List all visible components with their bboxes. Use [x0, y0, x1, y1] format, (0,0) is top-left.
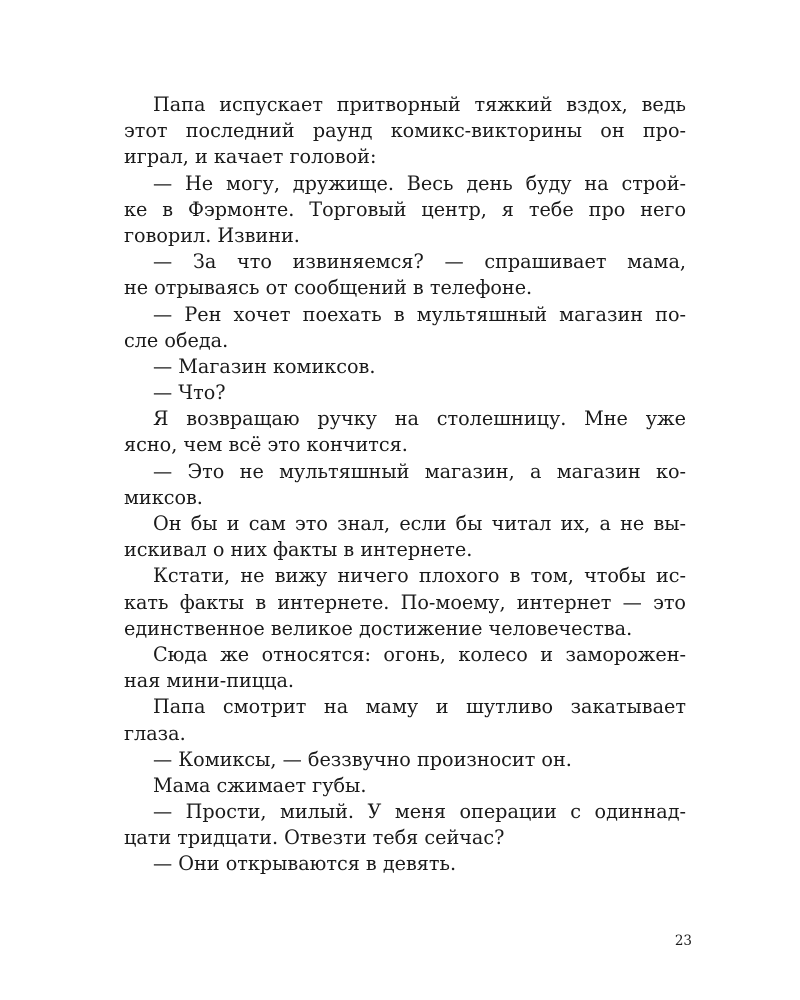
- text-line: — Это не мультяшный магазин, а магазин ко-: [153, 459, 686, 483]
- text-line: искивал о них факты в интернете.: [124, 538, 473, 562]
- text-line: Я возвращаю ручку на столешницу. Мне уже: [153, 407, 686, 431]
- text-line: — Что?: [153, 381, 226, 405]
- text-line: Он бы и сам это знал, если бы читал их, а не вы-: [153, 512, 686, 535]
- text-line: сле обеда.: [124, 328, 229, 352]
- text-line: глаза.: [124, 721, 186, 745]
- text-line: этот последний раунд комикс-викторины он про-: [124, 119, 686, 143]
- text-line: цати тридцати. Отвезти тебя сейчас?: [124, 826, 505, 850]
- body-text: [124, 92, 686, 878]
- page-number: 23: [674, 933, 692, 949]
- text-line: Мама сжимает губы.: [153, 773, 367, 797]
- text-line: — Рен хочет поехать в мультяшный магазин по-: [153, 302, 686, 326]
- text-line: ясно, чем всё это кончится.: [124, 433, 408, 457]
- text-line: — За что извиняемся? — спрашивает мама,: [153, 250, 686, 274]
- text-line: Папа смотрит на маму и шутливо закатывает: [153, 695, 686, 719]
- text-line: не отрываясь от сообщений в телефоне.: [124, 276, 533, 300]
- text-line: кать факты в интернете. По-моему, интернет — это: [124, 590, 686, 614]
- text-line: — Прости, милый. У меня операции с одиннад-: [153, 800, 686, 824]
- text-line: Сюда же относятся: огонь, колесо и заморожен-: [153, 642, 686, 666]
- text-line: — Магазин комиксов.: [153, 354, 376, 378]
- text-line: Папа испускает притворный тяжкий вздох, ведь: [153, 93, 686, 116]
- text-line: — Не могу, дружище. Весь день буду на строй-: [153, 171, 686, 195]
- text-line: играл, и качает головой:: [124, 145, 377, 169]
- text-line: — Комиксы, — беззвучно произносит он.: [153, 747, 572, 771]
- text-line: — Они открываются в девять.: [153, 852, 457, 876]
- text-line: ная мини-пицца.: [124, 669, 294, 693]
- text-line: единственное великое достижение человечества.: [124, 616, 633, 640]
- text-line: говорил. Извини.: [124, 223, 300, 247]
- text-line: Кстати, не вижу ничего плохого в том, чтобы ис-: [153, 564, 686, 588]
- text-line: ке в Фэрмонте. Торговый центр, я тебе про него: [124, 197, 686, 221]
- text-line: миксов.: [124, 485, 203, 509]
